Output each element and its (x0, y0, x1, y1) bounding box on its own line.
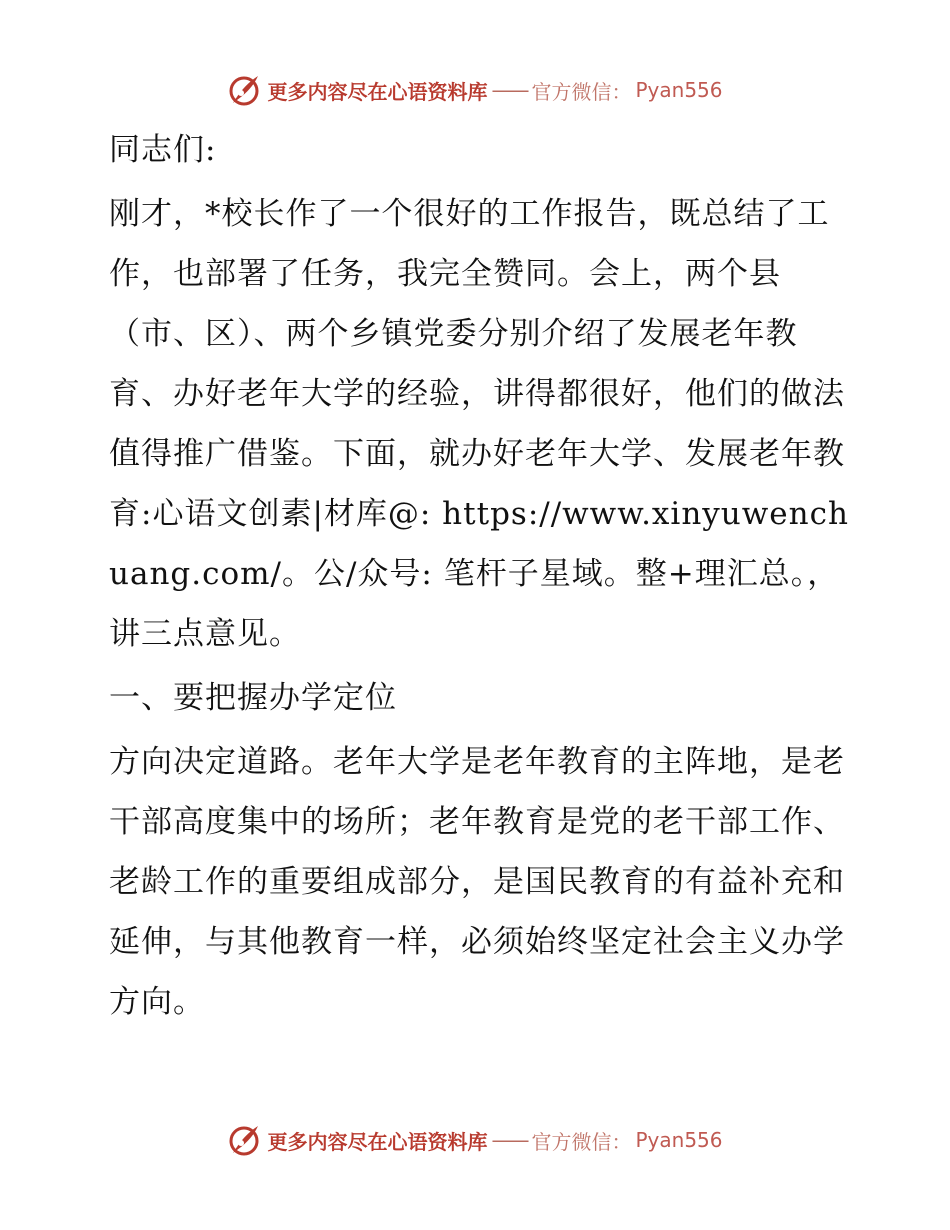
feather-pen-logo-icon (227, 1123, 261, 1157)
banner-dash: —— (491, 1128, 528, 1152)
footer-watermark-banner (0, 1118, 950, 1162)
banner-main-text: 更多内容尽在心语资料库 (267, 79, 488, 104)
banner-wechat-label: 官方微信： (531, 1129, 632, 1154)
banner-main-text: 更多内容尽在心语资料库 (267, 1129, 488, 1154)
header-watermark-banner (0, 68, 950, 112)
document-body (97, 120, 857, 1032)
feather-pen-logo-icon (227, 73, 261, 107)
banner-wechat-label: 官方微信： (531, 79, 632, 104)
banner-wechat-id: Pyan556 (635, 78, 723, 102)
greeting: 同志们: (109, 132, 217, 168)
paragraph-direction: 方向决定道路。老年大学是老年教育的主阵地，是老干部高度集中的场所；老年教育是党的老干部工作、老龄工作的重要组成部分，是国民教育的有益补充和延伸，与其他教育一样，必须始终坚定社会主义办学方向。 (109, 744, 845, 1020)
section-heading: 一、要把握办学定位 (109, 680, 397, 716)
paragraph-intro: 刚才，*校长作了一个很好的工作报告，既总结了工作，也部署了任务，我完全赞同。会上，两个县（市、区）、两个乡镇党委分别介绍了发展老年教育、办好老年大学的经验，讲得都很好，他们的做法值得推广借鉴。下面，就办好老年大学、发展老年教育:心语文创素|材库@: https://www.xinyuwenchuang.com/。公/众号: 笔杆子星域。整+理汇总。，讲三点意见。 (109, 196, 849, 652)
banner-wechat-id: Pyan556 (635, 1128, 723, 1152)
banner-dash: —— (491, 78, 528, 102)
